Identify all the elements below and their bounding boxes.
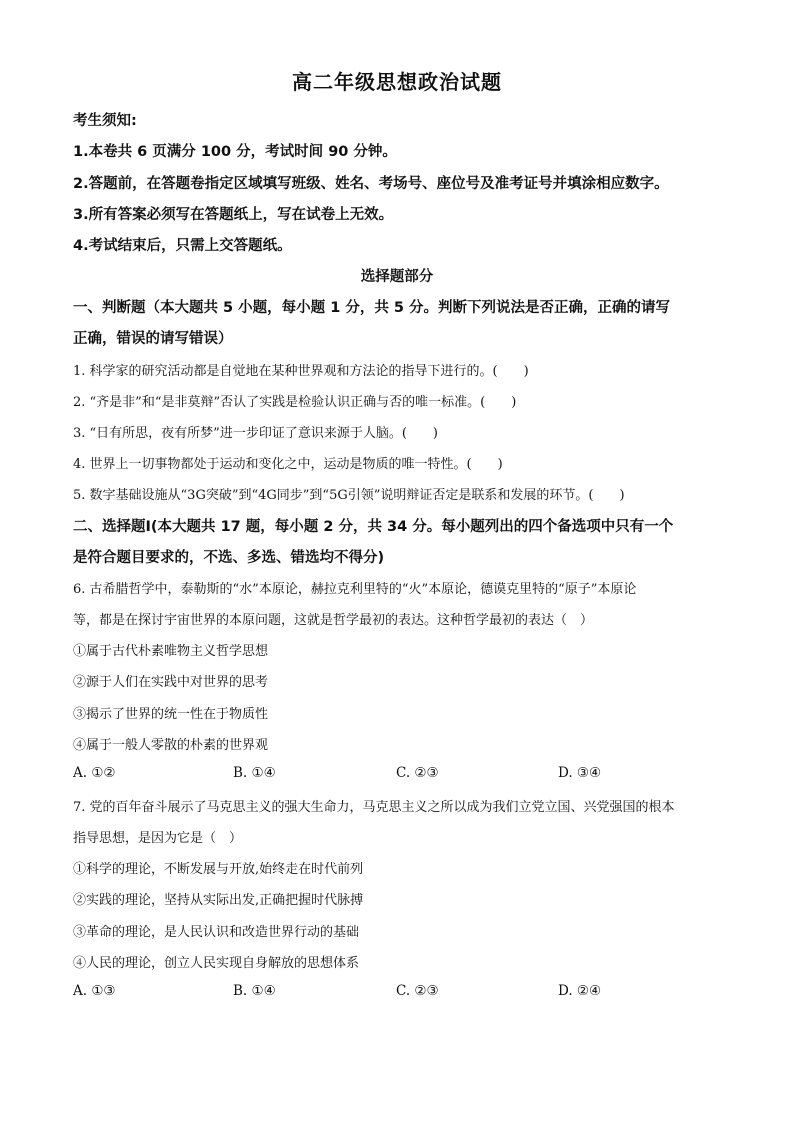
- q6-statement-2: ②源于人们在实践中对世界的思考: [73, 675, 269, 690]
- q6-statement-3: ③揭示了世界的统一性在于物质性: [73, 707, 269, 722]
- q6-option-b: B. ①④: [233, 765, 276, 781]
- section1-heading-line1: 一、判断题（本大题共 5 小题，每小题 1 分，共 5 分。判断下列说法是否正确，正确的请写: [73, 300, 671, 316]
- section1-heading-line2: 正确，错误的请写错误）: [73, 331, 233, 347]
- q7-option-d: D. ②④: [558, 983, 602, 999]
- q7-statement-1: ①科学的理论，不断发展与开放,始终走在时代前列: [73, 862, 364, 877]
- q7-stem-line1: 7. 党的百年奋斗展示了马克思主义的强大生命力，马克思主义之所以成为我们立党立国、兴党强国的根本: [73, 800, 675, 815]
- judge-question-1: 1. 科学家的研究活动都是自觉地在某种世界观和方法论的指导下进行的。( ): [73, 364, 529, 379]
- judge-question-5: 5. 数字基础设施从“3G突破”到“4G同步”到“5G引领”说明辩证否定是联系和发展的环节。( ): [73, 488, 625, 503]
- notice-item-1: 1.本卷共 6 页满分 100 分，考试时间 90 分钟。: [73, 144, 397, 160]
- q6-option-c: C. ②③: [396, 765, 439, 781]
- notice-item-3: 3.所有答案必须写在答题纸上，写在试卷上无效。: [73, 207, 394, 223]
- q7-option-b: B. ①④: [233, 983, 276, 999]
- q7-statement-2: ②实践的理论，坚持从实际出发,正确把握时代脉搏: [73, 893, 364, 908]
- q6-option-a: A. ①②: [73, 765, 116, 781]
- q6-option-d: D. ③④: [558, 765, 602, 781]
- exam-title: 高二年级思想政治试题: [292, 70, 502, 94]
- judge-question-3: 3. “日有所思，夜有所梦”进一步印证了意识来源于人脑。( ): [73, 426, 438, 441]
- notice-item-4: 4.考试结束后，只需上交答题纸。: [73, 238, 292, 254]
- q7-option-a: A. ①③: [73, 983, 116, 999]
- notice-heading: 考生须知:: [73, 113, 137, 129]
- q6-statement-4: ④属于一般人零散的朴素的世界观: [73, 738, 269, 753]
- section2-heading-line1: 二、选择题Ⅰ(本大题共 17 题，每小题 2 分，共 34 分。每小题列出的四个备选项中只有一个: [73, 519, 674, 535]
- q6-stem-line1: 6. 古希腊哲学中，泰勒斯的“水”本原论，赫拉克利里特的“火”本原论，德谟克里特的“原子”本原论: [73, 582, 637, 597]
- q7-option-c: C. ②③: [396, 983, 439, 999]
- section2-heading-line2: 是符合题目要求的，不选、多选、错选均不得分): [73, 550, 385, 566]
- judge-question-4: 4. 世界上一切事物都处于运动和变化之中，运动是物质的唯一特性。( ): [73, 457, 503, 472]
- q6-statement-1: ①属于古代朴素唯物主义哲学思想: [73, 644, 269, 659]
- q6-stem-line2: 等，都是在探讨宇宙世界的本原问题，这就是哲学最初的表达。这种哲学最初的表达（ ）: [73, 613, 594, 628]
- q7-stem-line2: 指导思想，是因为它是（ ）: [73, 831, 243, 846]
- q7-statement-4: ④人民的理论，创立人民实现自身解放的思想体系: [73, 956, 360, 971]
- part-title: 选择题部分: [360, 269, 434, 285]
- judge-question-2: 2. “齐是非”和“是非莫辩”否认了实践是检验认识正确与否的唯一标准。( ): [73, 395, 517, 410]
- q7-statement-3: ③革命的理论，是人民认识和改造世界行动的基础: [73, 925, 360, 940]
- notice-item-2: 2.答题前，在答题卷指定区域填写班级、姓名、考场号、座位号及准考证号并填涂相应数字。: [73, 176, 669, 192]
